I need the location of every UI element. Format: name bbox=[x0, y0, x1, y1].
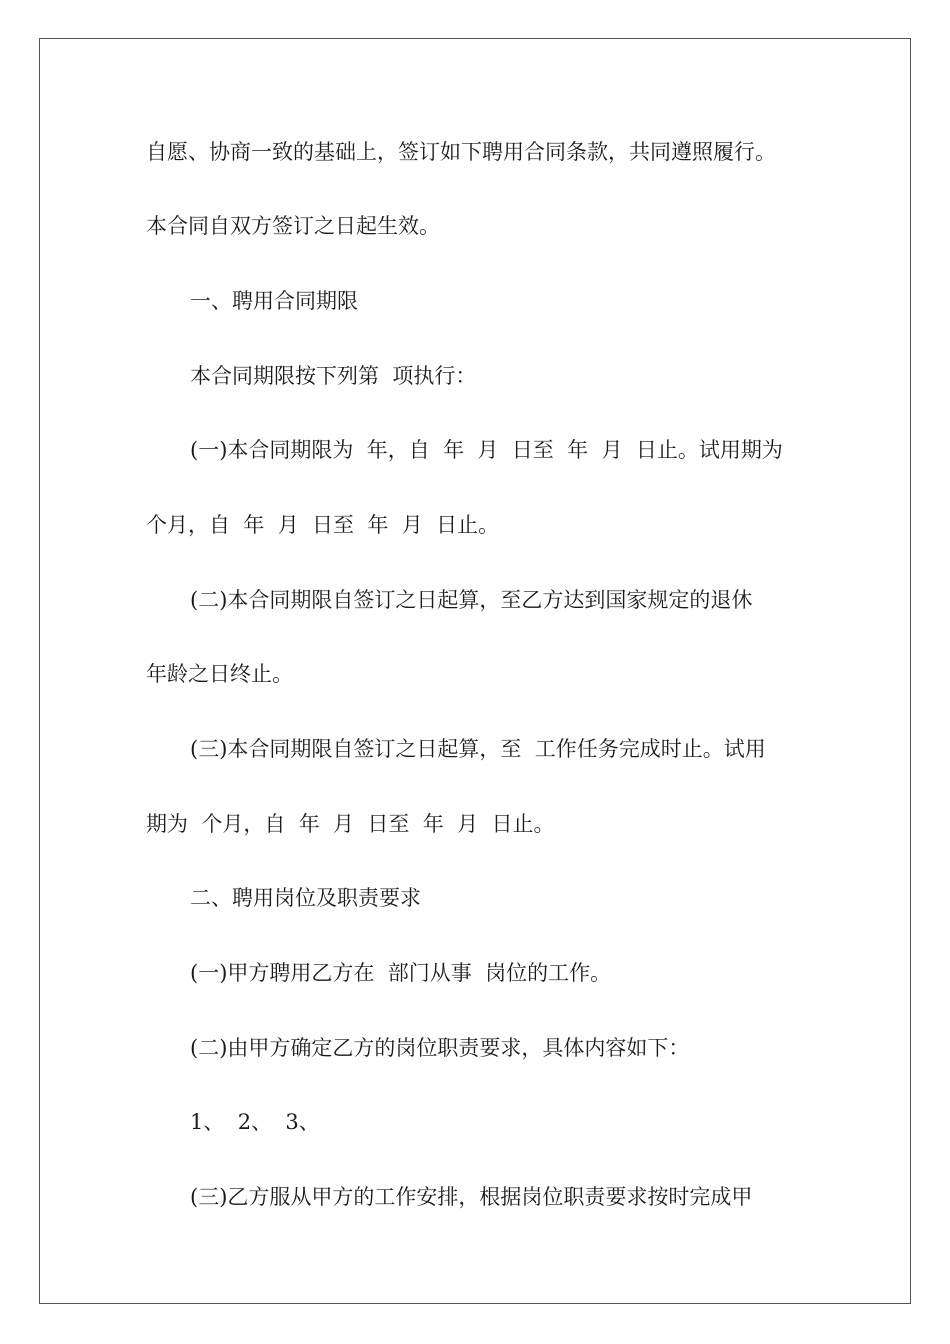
paragraph-line: 自愿、协商一致的基础上，签订如下聘用合同条款，共同遵照履行。 bbox=[146, 140, 776, 164]
paragraph-line: 期为 个月，自 年 月 日至 年 月 日止。 bbox=[146, 812, 555, 836]
paragraph-line: 个月，自 年 月 日至 年 月 日止。 bbox=[146, 513, 500, 537]
paragraph-line: (三)本合同期限自签订之日起算，至 工作任务完成时止。试用 bbox=[190, 737, 766, 761]
paragraph-line: (二)本合同期限自签订之日起算，至乙方达到国家规定的退休 bbox=[190, 588, 753, 612]
paragraph-line: 年龄之日终止。 bbox=[146, 662, 293, 686]
paragraph-line: (三)乙方服从甲方的工作安排，根据岗位职责要求按时完成甲 bbox=[190, 1185, 753, 1209]
paragraph-line: (一)本合同期限为 年，自 年 月 日至 年 月 日止。试用期为 bbox=[190, 438, 783, 462]
section-heading-position: 二、聘用岗位及职责要求 bbox=[190, 886, 421, 910]
numbered-list-line: 1、 2、 3、 bbox=[190, 1110, 320, 1134]
section-heading-term: 一、聘用合同期限 bbox=[190, 289, 358, 313]
paragraph-line: 本合同自双方签订之日起生效。 bbox=[146, 214, 440, 238]
paragraph-line: 本合同期限按下列第 项执行： bbox=[190, 364, 477, 388]
paragraph-line: (一)甲方聘用乙方在 部门从事 岗位的工作。 bbox=[190, 961, 612, 985]
paragraph-line: (二)由甲方确定乙方的岗位职责要求，具体内容如下： bbox=[190, 1036, 690, 1060]
